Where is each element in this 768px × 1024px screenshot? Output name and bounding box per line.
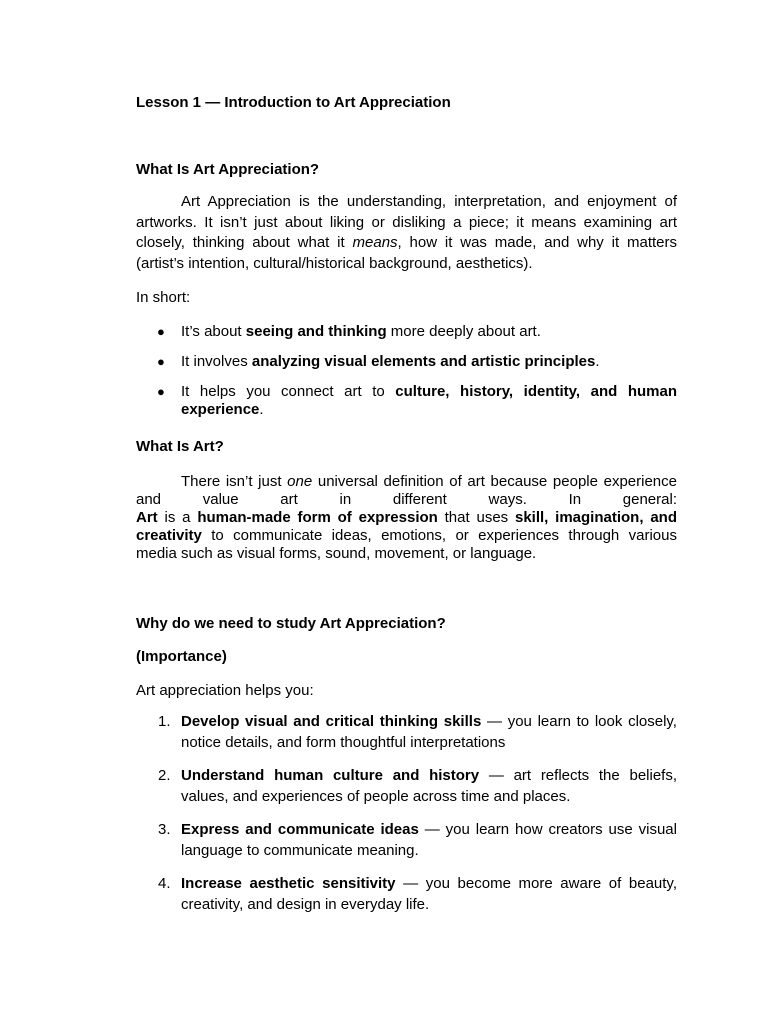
helps-you-intro: Art appreciation helps you: (136, 682, 314, 699)
definition-intro-line (136, 473, 677, 509)
numbered-item (136, 766, 677, 807)
paragraph-text: There isn’t just (181, 473, 288, 490)
emphasis-one: one (287, 473, 313, 490)
section-heading-what-is-art: What Is Art? (136, 438, 224, 455)
numbered-item (136, 820, 677, 861)
paragraph-text: universal definition of art because people experience and value art in different ways. In general: (136, 473, 677, 508)
art-appreciation-paragraph (136, 192, 677, 274)
what-is-art-paragraph (136, 473, 677, 563)
bullet-icon: ● (157, 324, 165, 339)
paragraph-text: is a (157, 509, 198, 526)
paragraph-text: to communicate ideas, emotions, or experiences through various media such as visual forms, sound, movement, or language. (136, 527, 677, 562)
bullet-icon: ● (157, 354, 165, 369)
bullet-bold: seeing and thinking (245, 323, 387, 340)
bullet-text: more deeply about art. (386, 323, 541, 340)
bold-skills: skill, imagination, and creativity (136, 509, 677, 544)
bullet-icon: ● (157, 384, 165, 399)
item-text: — you learn how creators use visual language to communicate meaning. (181, 821, 677, 859)
item-number: 4. (158, 875, 171, 892)
numbered-item (136, 712, 677, 753)
emphasis-means: means (352, 234, 398, 251)
lesson-title: Lesson 1 — Introduction to Art Appreciation (136, 94, 451, 111)
bullet-text: . (259, 401, 264, 418)
bullet-item (136, 383, 677, 419)
numbered-item (136, 874, 677, 915)
in-short-label: In short: (136, 289, 191, 306)
item-text: — you become more aware of beauty, creativity, and design in everyday life. (181, 875, 677, 913)
bold-art: Art (136, 509, 158, 526)
bullet-item (136, 322, 677, 341)
importance-subheading: (Importance) (136, 648, 227, 665)
item-bold: Develop visual and critical thinking skills (181, 713, 482, 730)
section-heading-why-study: Why do we need to study Art Appreciation? (136, 615, 446, 632)
item-number: 2. (158, 767, 171, 784)
item-number: 3. (158, 821, 171, 838)
section-heading-what-is-art-appreciation: What Is Art Appreciation? (136, 161, 320, 178)
bullet-bold: culture, history, identity, and human experience (181, 383, 678, 418)
bullet-text: It helps you connect art to (181, 383, 396, 400)
bullet-text: . (595, 353, 600, 370)
item-bold: Understand human culture and history (181, 767, 480, 784)
item-text: — art reflects the beliefs, values, and experiences of people across time and places. (181, 767, 677, 805)
bullet-text: It’s about (181, 323, 246, 340)
paragraph-text: , how it was made, and why it matters (artist’s intention, cultural/historical background, aesthetics). (136, 234, 677, 272)
bullet-text: It involves (181, 353, 252, 370)
bold-expression: human-made form of expression (197, 509, 438, 526)
item-text: — you learn to look closely, notice details, and form thoughtful interpretations (181, 713, 677, 751)
art-definition (136, 509, 677, 563)
item-number: 1. (158, 713, 171, 730)
bullet-item (136, 352, 677, 371)
item-bold: Increase aesthetic sensitivity (181, 875, 396, 892)
bullet-bold: analyzing visual elements and artistic principles (251, 353, 596, 370)
item-bold: Express and communicate ideas (181, 821, 419, 838)
paragraph-text: Art Appreciation is the understanding, interpretation, and enjoyment of artworks. It isn’t just about liking or disliking a piece; it means examining art closely, thinking about what it (136, 193, 677, 251)
paragraph-text: that uses (437, 509, 515, 526)
